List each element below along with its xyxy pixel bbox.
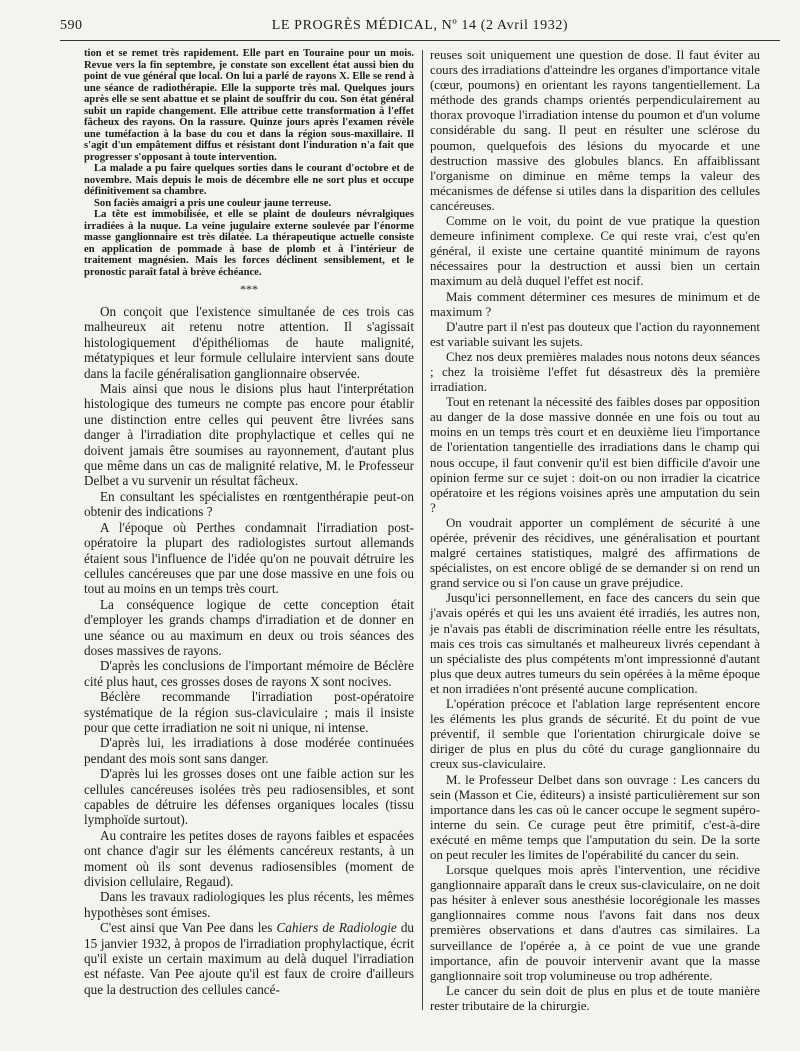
body-paragraph-van-pee [84, 920, 414, 997]
body-paragraph: On conçoit que l'existence simultanée de ces trois cas malheureux ait retenu notre attention. Il s'agissait histologiquement d'épithéliomas de haute malignité, métatypiques et leur formule cellulaire intervient sans doute dans la facile généralisation ganglionnaire observée. [84, 304, 414, 381]
body-paragraph: Le cancer du sein doit de plus en plus et de toute manière rester tributaire de la chirurgie. [430, 983, 760, 1013]
body-paragraph: A l'époque où Perthes condamnait l'irradiation post-opératoire la plupart des radiologistes surtout allemands étaient sous l'influence de l'idée qu'on ne pouvait détruire les cellules cancéreuses que par une dose massive en une fois ou tout au moins en un temps très court. [84, 519, 414, 597]
body-paragraph: Béclère recommande l'irradiation post-opératoire systématique de la région sus-claviculaire ; mais il insiste pour que cette irradiation ne soit ni unique, ni intense. [84, 689, 414, 735]
body-paragraph: La conséquence logique de cette conception était d'employer les grands champs d'irradiation et de donner en une séance ou au maximum en deux ou trois séances des doses massives de rayons. [84, 596, 414, 658]
body-paragraph: On voudrait apporter un complément de sécurité à une opérée, prévenir des récidives, une généralisation et pourtant malgré certaines statistiques, malgré des affirmations de spécialistes, on est encore obligé de se demander si on rend un grand service ou si l'on cause un grave préjudice. [430, 515, 760, 591]
right-column [430, 48, 760, 1014]
page-header [60, 16, 780, 41]
body-paragraph: D'autre part il n'est pas douteux que l'action du rayonnement est variable suivant les sujets. [430, 319, 760, 349]
case-paragraph: Son faciès amaigri a pris une couleur jaune terreuse. [94, 197, 332, 209]
page-number: 590 [60, 18, 83, 33]
body-paragraph: En consultant les spécialistes en rœntgenthérapie peut-on obtenir des indications ? [84, 488, 414, 520]
asterism-separator: *** [240, 282, 258, 296]
body-paragraph: D'après les conclusions de l'important mémoire de Béclère cité plus haut, ces grosses doses de rayons X sont nocives. [84, 658, 414, 689]
case-paragraph: La malade a pu faire quelques sorties dans le courant d'octobre et de novembre. Mais depuis le mois de décembre elle ne sort plus et occupe définitivement sa chambre. [84, 163, 414, 197]
body-paragraph: Mais ainsi que nous le disions plus haut l'interprétation histologique des tumeurs ne compte pas encore pour établir une distinction entre celles qui peuvent être livrées sans danger à l'irradiation dite prophylactique et celles qui ne doivent jamais être soumises au rayonnement, d'autant plus que même dans un cas de malignité relative, M. le Professeur Delbet a vu survenir un résultat fâcheux. [84, 381, 414, 489]
body-paragraph: Dans les travaux radiologiques les plus récents, les mêmes hypothèses sont émises. [84, 889, 414, 920]
body-paragraph: D'après lui, les irradiations à dose modérée continuées pendant des mois sont sans danger. [84, 735, 414, 766]
van-pee-text-start: C'est ainsi que Van Pee dans les [100, 920, 277, 936]
running-title: LE PROGRÈS MÉDICAL, Nº 14 (2 Avril 1932) [271, 18, 569, 33]
body-paragraph: L'opération précoce et l'ablation large représentent encore les éléments les plus grands de sécurité. Et du point de vue préventif, il semble que l'orientation chirurgicale doive se diriger de plus en plus du côté du curage ganglionnaire du creux sus-claviculaire. [430, 697, 760, 772]
body-paragraph: Chez nos deux premières malades nous notons deux séances ; chez la troisième l'effet fut désastreux dès la première irradiation. [430, 349, 760, 395]
body-paragraph: reuses soit uniquement une question de dose. Il faut éviter au cours des irradiations d'atteindre les organes d'importance vitale (cœur, poumons) en orientant les rayons tangentiellement. La méthode des grands champs orientés perpendiculairement au thorax provoque l'irradiation intense du poumon et d'un volume considérable du sang. Il peut en résulter une sclérose du poumon, quelquefois des lésions du myocarde et une destruction massive des globules blancs. En affaiblissant l'organisme on diminue en même temps la valeur des mécanismes de défense si utiles dans la disparition des cellules cancéreuses. [430, 48, 760, 213]
column-divider [422, 50, 423, 1010]
body-paragraph: M. le Professeur Delbet dans son ouvrage : Les cancers du sein (Masson et Cie, éditeurs) a insisté particulièrement sur son importance dans les cas où le cancer occupe le segment supéro-interne du sein. Ce curage peut être primitif, c'est-à-dire exécuté en même temps que l'amputation du sein. De la sorte on peut reculer les limites de l'opérabilité du cancer du sein. [430, 772, 760, 862]
body-paragraph: Au contraire les petites doses de rayons faibles et espacées ont chance d'agir sur les éléments cancéreux restants, à un moment où ils sont devenus radiosensibles (moment de division cellulaire, Regaud). [84, 827, 414, 890]
van-pee-text-end: du 15 janvier 1932, à propos de l'irradiation prophylactique, écrit qu'il existe un certain maximum au delà duquel l'irradiation est néfaste. Van Pee ajoute qu'il est faux de croire d'ailleurs que la destruction des cellules cancé- [84, 920, 415, 997]
body-paragraph: Lorsque quelques mois après l'intervention, une récidive ganglionnaire apparaît dans le creux sus-claviculaire, on ne doit pas hésiter à enlever sous anesthésie locorégionale les masses ganglionnaires comme nous l'avons fait dans nos deux premières observations et dans d'autres cas similaires. La surveillance de l'opérée a, à ce point de vue une grande importance, afin de pouvoir intervenir avant que la masse ganglionnaire soit trop volumineuse ou trop adhérente. [430, 863, 760, 983]
body-paragraph: Tout en retenant la nécessité des faibles doses par opposition au danger de la dose massive donnée en une fois ou tout au moins en un temps très court et en deuxième lieu l'importance de l'orientation tangentielle des irradiations dans le champ qui nous occupe, il faut convenir qu'il est bien difficile d'avoir une opinion ferme sur ce sujet : doit-on ou non irradier la cicatrice opératoire et les régions voisines après une amputation du sein ? [430, 395, 760, 515]
journal-title: Cahiers de Radiologie [276, 920, 397, 936]
body-paragraph: Jusqu'ici personnellement, en face des cancers du sein que j'avais opérés et qui les uns avaient été irradiés, les autres non, je n'avais pas établi de discrimination réelle entre les résultats, mais ces trois cas simultanés et malheureux livrés cependant à un spécialiste des plus compétents m'ont impressionné d'autant plus que deux autres tumeurs du sein opérées à la même époque et non irradiées n'ont présenté aucune complication. [430, 591, 760, 696]
case-paragraph: La tête est immobilisée, et elle se plaint de douleurs névralgiques irradiées à la nuque. La veine jugulaire externe soulevée par l'énorme masse ganglionnaire est très dilatée. La thérapeutique actuelle consiste en application de pommade à base de plomb et à l'intérieur de traitement magnésien. Mais les forces déclinent sensiblement, et le pronostic paraît fatal à brève échéance. [84, 209, 414, 278]
body-paragraph: D'après lui les grosses doses ont une faible action sur les cellules cancéreuses isolées très peu radiosensibles, et sont capables de détruire les défenses organiques locales (tissu lymphoïde surtout). [84, 766, 414, 828]
body-paragraph: Mais comment déterminer ces mesures de minimum et de maximum ? [430, 289, 760, 319]
body-paragraph: Comme on le voit, du point de vue pratique la question demeure infiniment complexe. Ce qui reste vrai, c'est qu'en général, il existe une certaine quantité minimum de rayons nécessaires pour la destruction et aussi bien un certain maximum au delà duquel l'effet est nocif. [430, 214, 760, 289]
left-column [84, 48, 414, 997]
case-paragraph: tion et se remet très rapidement. Elle part en Touraine pour un mois. Revue vers la fin septembre, je constate son excellent état aussi bien du point de vue général que local. On lui a parlé de rayons X. Elle se rend à une séance de radiothérapie. Elle la supporte très mal. Quelques jours après elle se sent abattue et se plaint de souffrir du cou. Son état général subit un rapide changement. Elle attribue cette transformation à l'effet fâcheux des rayons. On la rassure. Quinze jours après l'examen révèle une tuméfaction à la base du cou et dans la région sous-maxillaire. Il s'agit d'un empâtement diffus et résistant dont l'induration n'a fait que progresser s'opposant à toute intervention. [84, 48, 414, 163]
